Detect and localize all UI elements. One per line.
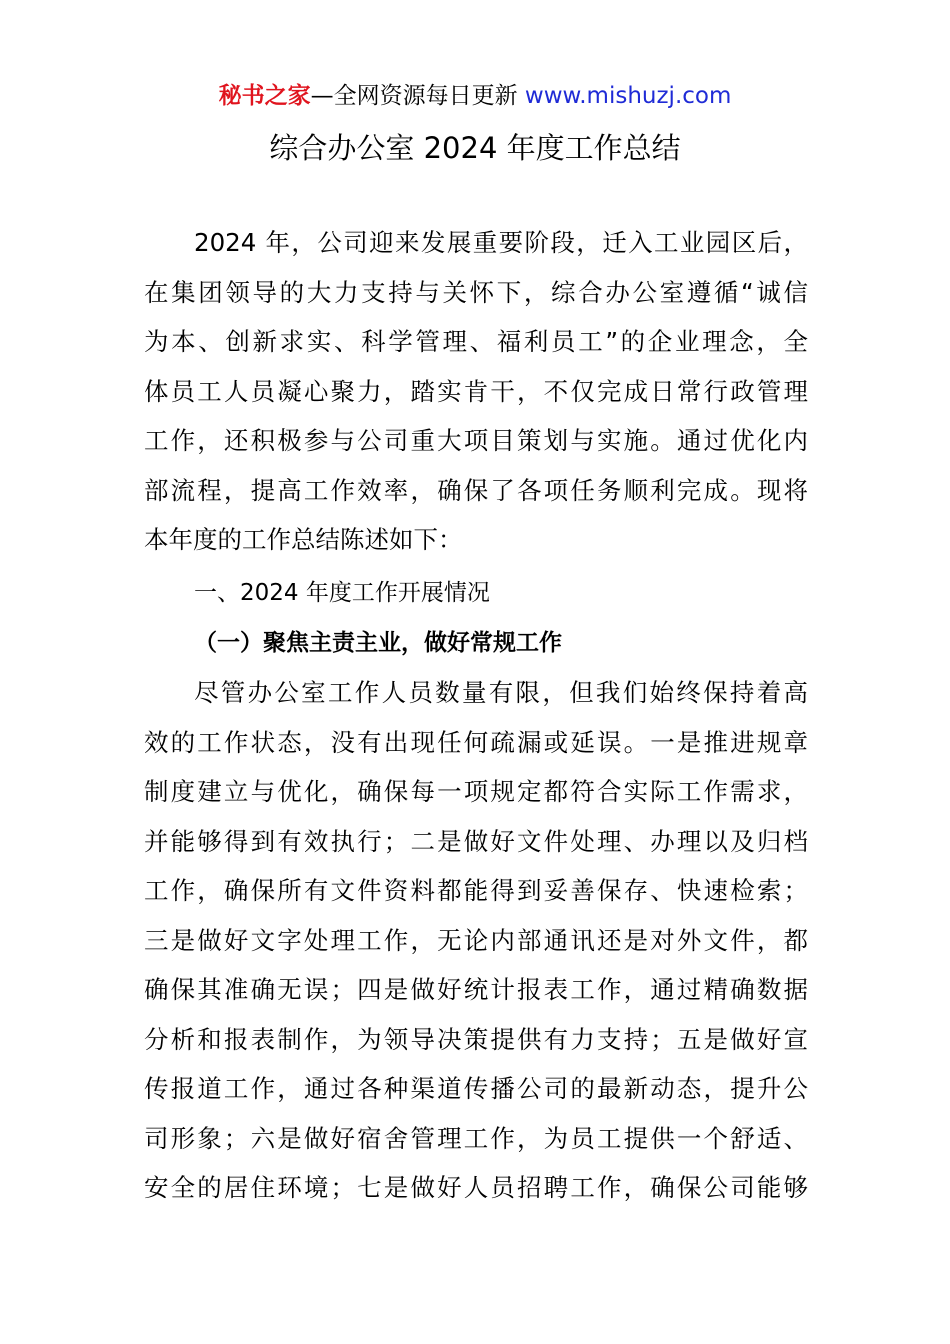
paragraph-line: 为本、创新求实、科学管理、福利员工”的企业理念，全 — [144, 327, 808, 356]
brand-name: 秘书之家 — [218, 83, 311, 109]
paragraph-line: 效的工作状态，没有出现任何疏漏或延误。一是推进规章 — [144, 727, 808, 757]
paragraph-line: 本年度的工作总结陈述如下： — [144, 525, 463, 554]
paragraph-line: 并能够得到有效执行；二是做好文件处理、办理以及归档 — [144, 826, 808, 856]
paragraph-line: 2024 年，公司迎来发展重要阶段，迁入工业园区后， — [194, 228, 808, 257]
section-heading: 一、2024 年度工作开展情况 — [194, 580, 490, 606]
site-url-link[interactable]: www.mishuzj.com — [524, 83, 732, 109]
paragraph-line: 尽管办公室工作人员数量有限，但我们始终保持着高 — [194, 678, 808, 707]
site-banner — [0, 78, 950, 114]
intro-paragraph — [144, 218, 808, 565]
paragraph-line: 传报道工作，通过各种渠道传播公司的最新动态，提升公 — [144, 1074, 808, 1103]
paragraph-line: 司形象；六是做好宿舍管理工作，为员工提供一个舒适、 — [144, 1123, 808, 1153]
paragraph-line: 三是做好文字处理工作，无论内部通讯还是对外文件，都 — [144, 925, 808, 955]
paragraph-line: 部流程，提高工作效率，确保了各项任务顺利完成。现将 — [144, 475, 808, 505]
paragraph-line: 工作，确保所有文件资料都能得到妥善保存、快速检索； — [144, 876, 808, 905]
paragraph-line: 在集团领导的大力支持与关怀下，综合办公室遵循“诚信 — [144, 277, 808, 307]
subsection-heading: （一）聚焦主责主业，做好常规工作 — [194, 629, 562, 656]
paragraph-line: 制度建立与优化，确保每一项规定都符合实际工作需求， — [144, 777, 808, 806]
paragraph-line: 工作，还积极参与公司重大项目策划与实施。通过优化内 — [144, 426, 808, 455]
paragraph-line: 体员工人员凝心聚力，踏实肯干，不仅完成日常行政管理 — [144, 376, 808, 406]
banner-tagline: —全网资源每日更新 — [310, 83, 525, 109]
paragraph-line: 安全的居住环境；七是做好人员招聘工作，确保公司能够 — [144, 1173, 808, 1202]
paragraph-line: 分析和报表制作，为领导决策提供有力支持；五是做好宣 — [144, 1024, 808, 1054]
section-1 — [144, 569, 808, 1213]
document-title: 综合办公室 2024 年度工作总结 — [269, 131, 681, 165]
paragraph-line: 确保其准确无误；四是做好统计报表工作，通过精确数据 — [144, 975, 808, 1004]
